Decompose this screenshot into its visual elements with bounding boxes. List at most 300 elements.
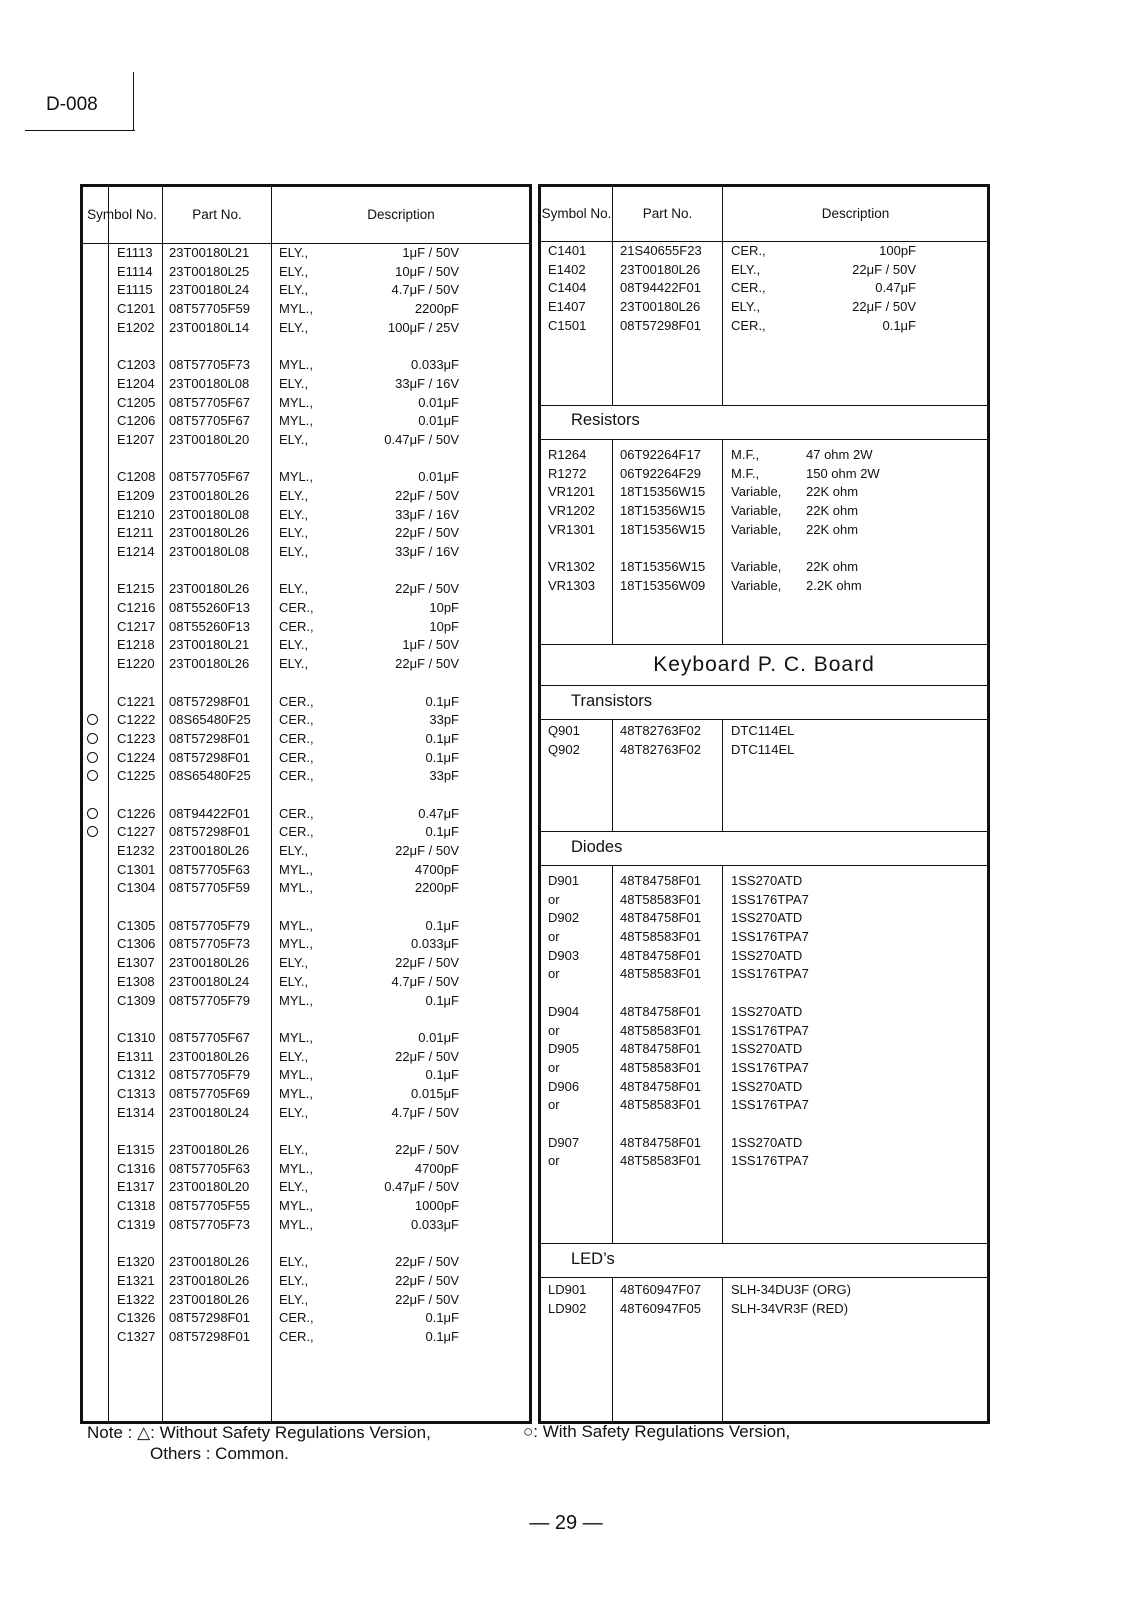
note-line-1: Note : △: Without Safety Regulations Version, <box>87 1423 431 1442</box>
type-cell: 1SS270ATD <box>731 947 803 963</box>
type-cell: ELY., <box>731 299 761 315</box>
type-cell: MYL., <box>279 1160 313 1176</box>
value-cell: 0.1μF <box>425 1067 459 1083</box>
document-id: D-008 <box>46 94 98 115</box>
part-no-cell: 48T58583F01 <box>620 891 701 907</box>
type-cell: CER., <box>279 1328 314 1344</box>
table-row <box>541 1022 987 1041</box>
value-cell: 22μF / 50V <box>852 299 916 315</box>
symbol-cell: or <box>548 891 560 907</box>
divider <box>25 130 135 131</box>
part-no-cell: 23T00180L26 <box>169 843 250 858</box>
symbol-cell: VR1301 <box>548 521 595 537</box>
value-cell: 0.47μF <box>418 805 459 821</box>
type-cell: ELY., <box>279 581 309 597</box>
value-cell: 22K ohm <box>806 521 859 537</box>
value-cell: 22μF / 50V <box>395 1048 459 1064</box>
symbol-cell: E1214 <box>117 544 155 559</box>
symbol-cell: or <box>548 1153 560 1169</box>
symbol-cell: E1218 <box>117 637 155 653</box>
section-divider <box>541 1277 987 1278</box>
type-cell: 1SS270ATD <box>731 1003 803 1019</box>
type-cell: 1SS176TPA7 <box>731 1153 809 1169</box>
part-no-cell: 08T57705F63 <box>169 1160 250 1176</box>
part-no-cell: 08T57705F55 <box>169 1198 250 1214</box>
value-cell: 22μF / 50V <box>395 487 459 503</box>
table-row <box>83 599 529 618</box>
part-no-cell: 23T00180L08 <box>169 506 250 522</box>
part-no-cell: 08T57705F73 <box>169 1216 250 1232</box>
symbol-cell: E1314 <box>117 1104 155 1120</box>
table-row <box>83 263 529 282</box>
type-cell: 1SS270ATD <box>731 1078 803 1094</box>
symbol-cell: C1306 <box>117 936 156 952</box>
symbol-cell: C1305 <box>117 917 156 933</box>
part-no-cell: 08T57298F01 <box>620 317 701 333</box>
type-cell: ELY., <box>279 1179 309 1195</box>
type-cell: Variable, <box>731 503 782 519</box>
symbol-cell: C1203 <box>117 357 156 373</box>
resistor-rows <box>541 446 987 596</box>
type-cell: ELY., <box>279 1048 309 1064</box>
table-row <box>83 655 529 674</box>
type-cell: CER., <box>731 280 766 296</box>
transistor-rows <box>541 722 987 759</box>
page-number: — 29 — <box>529 1512 603 1534</box>
value-cell: 150 ohm 2W <box>806 465 880 481</box>
part-no-cell: 08S65480F25 <box>169 768 251 784</box>
table-row <box>83 749 529 768</box>
value-cell: 0.1μF <box>425 693 459 709</box>
type-cell: MYL., <box>279 469 313 485</box>
table-row <box>541 1078 987 1097</box>
type-cell: ELY., <box>279 1272 309 1288</box>
symbol-cell: C1401 <box>548 243 587 258</box>
part-no-cell: 08T57705F69 <box>169 1085 250 1101</box>
part-no-cell: 23T00180L25 <box>169 263 250 279</box>
note-line-3: ○: With Safety Regulations Version, <box>523 1422 791 1441</box>
symbol-cell: C1316 <box>117 1160 156 1176</box>
part-no-cell: 08T57705F59 <box>169 880 250 896</box>
section-divider <box>541 644 987 645</box>
table-row <box>83 693 529 712</box>
row-gap <box>83 337 529 356</box>
symbol-cell: C1301 <box>117 861 156 877</box>
part-no-cell: 23T00180L26 <box>169 656 250 672</box>
value-cell: 10pF <box>429 600 459 616</box>
value-cell: 47 ohm 2W <box>806 447 873 462</box>
part-no-cell: 08T57705F67 <box>169 1029 250 1045</box>
part-no-cell: 23T00180L08 <box>169 375 250 391</box>
symbol-cell: C1319 <box>117 1216 156 1232</box>
section-divider <box>541 405 987 406</box>
symbol-cell: D902 <box>548 910 580 926</box>
value-cell: 22μF / 50V <box>395 525 459 541</box>
type-cell: Variable, <box>731 521 782 537</box>
header-description: Description <box>821 205 890 221</box>
part-no-cell: 23T00180L26 <box>169 1291 250 1307</box>
part-no-cell: 23T00180L26 <box>169 581 250 597</box>
table-row <box>83 431 529 450</box>
value-cell: 22μF / 50V <box>852 261 916 277</box>
value-cell: 0.1μF <box>882 317 916 333</box>
table-row <box>83 730 529 749</box>
type-cell: MYL., <box>279 1085 313 1101</box>
part-no-cell: 23T00180L24 <box>169 973 250 989</box>
table-row <box>541 1040 987 1059</box>
part-no-cell: 06T92264F17 <box>620 447 701 462</box>
value-cell: 0.47μF / 50V <box>384 1179 459 1195</box>
part-no-cell: 08T57298F01 <box>169 693 250 709</box>
value-cell: 0.01μF <box>418 1029 459 1045</box>
header-part-no: Part No. <box>642 205 693 221</box>
symbol-cell: C1327 <box>117 1328 156 1344</box>
symbol-cell: C1223 <box>117 730 156 746</box>
table-row <box>541 947 987 966</box>
type-cell: M.F., <box>731 447 760 462</box>
type-cell: ELY., <box>279 1104 309 1120</box>
part-no-cell: 08T57298F01 <box>169 749 250 765</box>
table-row <box>83 1048 529 1067</box>
part-no-cell: 48T58583F01 <box>620 1059 701 1075</box>
type-cell: 1SS270ATD <box>731 1134 803 1150</box>
table-row <box>541 1152 987 1171</box>
symbol-cell: Q901 <box>548 723 580 738</box>
type-cell: MYL., <box>279 301 313 317</box>
table-row <box>83 375 529 394</box>
symbol-cell: D903 <box>548 947 580 963</box>
symbol-cell: E1204 <box>117 375 155 391</box>
safety-circle-icon <box>87 733 98 744</box>
type-cell: ELY., <box>279 319 309 335</box>
value-cell: 2.2K ohm <box>806 577 862 593</box>
symbol-cell: E1115 <box>117 282 153 298</box>
left-rows <box>83 244 529 1347</box>
part-no-cell: 18T15356W15 <box>620 559 706 575</box>
part-no-cell: 23T00180L20 <box>169 431 250 447</box>
symbol-cell: E1210 <box>117 506 155 522</box>
type-cell: CER., <box>279 1310 314 1326</box>
symbol-cell: E1402 <box>548 261 586 277</box>
value-cell: 10μF / 50V <box>395 263 459 279</box>
table-row <box>83 1066 529 1085</box>
type-cell: 1SS176TPA7 <box>731 966 809 982</box>
symbol-cell: C1313 <box>117 1085 156 1101</box>
type-cell: 1SS176TPA7 <box>731 1022 809 1038</box>
value-cell: 0.033μF <box>411 1216 459 1232</box>
table-row <box>83 1085 529 1104</box>
type-cell: MYL., <box>279 1029 313 1045</box>
section-title-leds: LED’s <box>571 1250 615 1268</box>
part-no-cell: 08T55260F13 <box>169 618 250 634</box>
table-row <box>83 1272 529 1291</box>
table-row <box>83 281 529 300</box>
type-cell: ELY., <box>279 431 309 447</box>
type-cell: ELY., <box>731 261 761 277</box>
symbol-cell: C1206 <box>117 413 156 429</box>
row-gap <box>83 1122 529 1141</box>
type-cell: M.F., <box>731 465 760 481</box>
symbol-cell: E1317 <box>117 1179 155 1195</box>
value-cell: 22μF / 50V <box>395 1142 459 1157</box>
part-no-cell: 08T57705F67 <box>169 394 250 410</box>
value-cell: 0.47μF <box>875 280 916 296</box>
table-row <box>83 506 529 525</box>
symbol-cell: VR1201 <box>548 484 595 500</box>
type-cell: ELY., <box>279 506 309 522</box>
part-no-cell: 08T57298F01 <box>169 1328 250 1344</box>
part-no-cell: 08T57298F01 <box>169 824 250 840</box>
capacitor-rows <box>541 242 987 335</box>
row-gap <box>83 786 529 805</box>
value-cell: 22μF / 50V <box>395 955 459 971</box>
type-cell: Variable, <box>731 577 782 593</box>
symbol-cell: C1501 <box>548 317 587 333</box>
symbol-cell: C1205 <box>117 394 156 410</box>
part-no-cell: 23T00180L26 <box>169 955 250 971</box>
part-no-cell: 48T60947F07 <box>620 1282 701 1297</box>
part-no-cell: 23T00180L26 <box>169 1272 250 1288</box>
table-row <box>83 1141 529 1160</box>
value-cell: 0.1μF <box>425 992 459 1008</box>
right-parts-table <box>538 184 990 1424</box>
table-row <box>83 1029 529 1048</box>
symbol-cell: C1225 <box>117 768 156 784</box>
type-cell: CER., <box>279 730 314 746</box>
value-cell: 0.47μF / 50V <box>384 431 459 447</box>
table-row <box>83 861 529 880</box>
value-cell: 0.1μF <box>425 1328 459 1344</box>
table-row <box>83 618 529 637</box>
table-row <box>83 468 529 487</box>
part-no-cell: 08T57705F67 <box>169 413 250 429</box>
row-gap <box>83 1010 529 1029</box>
symbol-cell: E1207 <box>117 431 155 447</box>
value-cell: 0.1μF <box>425 917 459 933</box>
part-no-cell: 23T00180L21 <box>169 245 250 260</box>
safety-circle-icon <box>87 752 98 763</box>
value-cell: 0.01μF <box>418 394 459 410</box>
part-no-cell: 08T94422F01 <box>169 805 250 821</box>
type-cell: CER., <box>279 712 314 728</box>
type-cell: ELY., <box>279 955 309 971</box>
type-cell: 1SS270ATD <box>731 910 803 926</box>
part-no-cell: 08T57298F01 <box>169 730 250 746</box>
table-row <box>541 521 987 540</box>
safety-circle-icon <box>87 714 98 725</box>
part-no-cell: 23T00180L08 <box>169 544 250 559</box>
type-cell: MYL., <box>279 1198 313 1214</box>
section-divider <box>541 439 987 440</box>
symbol-cell: C1227 <box>117 824 156 840</box>
row-gap <box>83 562 529 581</box>
table-row <box>83 917 529 936</box>
symbol-cell: E1322 <box>117 1291 155 1307</box>
row-gap <box>541 1115 987 1134</box>
type-cell: ELY., <box>279 282 309 298</box>
symbol-cell: E1215 <box>117 581 155 597</box>
part-no-cell: 23T00180L20 <box>169 1179 250 1195</box>
symbol-cell: D901 <box>548 873 580 888</box>
type-cell: ELY., <box>279 375 309 391</box>
table-row <box>541 1003 987 1022</box>
value-cell: 4.7μF / 50V <box>391 1104 459 1120</box>
type-cell: 1SS176TPA7 <box>731 1059 809 1075</box>
table-row <box>541 298 987 317</box>
type-cell: ELY., <box>279 637 309 653</box>
table-row <box>83 356 529 375</box>
value-cell: 22μF / 50V <box>395 843 459 858</box>
value-cell: 22K ohm <box>806 559 859 575</box>
symbol-cell: E1320 <box>117 1254 155 1270</box>
part-no-cell: 48T58583F01 <box>620 929 701 945</box>
table-row <box>541 577 987 596</box>
type-cell: ELY., <box>279 1291 309 1307</box>
table-row <box>83 954 529 973</box>
part-no-cell: 48T58583F01 <box>620 1097 701 1113</box>
table-row <box>83 1197 529 1216</box>
table-row <box>83 1309 529 1328</box>
part-no-cell: 18T15356W09 <box>620 577 706 593</box>
part-no-cell: 48T60947F05 <box>620 1300 701 1316</box>
symbol-cell: C1201 <box>117 301 156 317</box>
part-no-cell: 23T00180L26 <box>169 1254 250 1270</box>
type-cell: MYL., <box>279 357 313 373</box>
symbol-cell: E1211 <box>117 525 154 541</box>
part-no-cell: 21S40655F23 <box>620 243 702 258</box>
type-cell: MYL., <box>279 1067 313 1083</box>
safety-circle-icon <box>87 770 98 781</box>
type-cell: ELY., <box>279 525 309 541</box>
value-cell: 100μF / 25V <box>387 319 459 335</box>
header-symbol: Symbol No. <box>541 205 612 221</box>
symbol-cell: C1309 <box>117 992 156 1008</box>
document-id-box <box>25 72 135 130</box>
symbol-cell: C1304 <box>117 880 156 896</box>
part-no-cell: 23T00180L21 <box>169 637 250 653</box>
part-no-cell: 23T00180L24 <box>169 1104 250 1120</box>
table-row <box>83 524 529 543</box>
symbol-cell: C1208 <box>117 469 156 485</box>
table-row <box>83 244 529 263</box>
symbol-cell: R1264 <box>548 447 587 462</box>
value-cell: 1μF / 50V <box>402 245 459 260</box>
table-row <box>541 558 987 577</box>
value-cell: 22K ohm <box>806 484 859 500</box>
table-row <box>541 261 987 280</box>
header-symbol: Symbol No. <box>87 206 157 222</box>
table-row <box>83 1291 529 1310</box>
part-no-cell: 48T84758F01 <box>620 1041 701 1057</box>
symbol-cell: VR1302 <box>548 559 595 575</box>
part-no-cell: 48T84758F01 <box>620 1003 701 1019</box>
value-cell: 33μF / 16V <box>395 506 459 522</box>
part-no-cell: 48T58583F01 <box>620 966 701 982</box>
type-cell: MYL., <box>279 936 313 952</box>
symbol-cell: or <box>548 1097 560 1113</box>
section-title-diodes: Diodes <box>571 838 623 856</box>
note-line-2: Others : Common. <box>150 1444 289 1463</box>
part-no-cell: 48T84758F01 <box>620 910 701 926</box>
type-cell: 1SS176TPA7 <box>731 929 809 945</box>
symbol-cell: D907 <box>548 1134 580 1150</box>
type-cell: ELY., <box>279 487 309 503</box>
part-no-cell: 08T57705F59 <box>169 301 250 317</box>
table-row <box>541 465 987 484</box>
type-cell: Variable, <box>731 484 782 500</box>
table-row <box>83 394 529 413</box>
symbol-cell: E1202 <box>117 319 155 335</box>
symbol-cell: C1226 <box>117 805 156 821</box>
type-cell: MYL., <box>279 1216 313 1232</box>
part-no-cell: 48T84758F01 <box>620 947 701 963</box>
type-cell: DTC114EL <box>731 741 795 757</box>
symbol-cell: C1221 <box>117 693 156 709</box>
type-cell: ELY., <box>279 1142 309 1157</box>
section-divider <box>541 865 987 866</box>
table-row <box>541 872 987 891</box>
symbol-cell: or <box>548 1022 560 1038</box>
row-gap <box>83 898 529 917</box>
part-no-cell: 48T82763F02 <box>620 723 701 738</box>
symbol-cell: E1114 <box>117 263 153 279</box>
symbol-cell: D904 <box>548 1003 580 1019</box>
table-row <box>83 879 529 898</box>
symbol-cell: C1224 <box>117 749 156 765</box>
row-gap <box>83 450 529 469</box>
left-parts-table <box>80 184 532 1424</box>
table-row <box>541 1096 987 1115</box>
section-divider <box>541 1243 987 1244</box>
value-cell: 1μF / 50V <box>402 637 459 653</box>
part-no-cell: 48T84758F01 <box>620 873 701 888</box>
row-gap <box>541 539 987 558</box>
type-cell: MYL., <box>279 861 313 877</box>
table-row <box>541 242 987 261</box>
row-gap <box>541 984 987 1003</box>
part-no-cell: 23T00180L26 <box>620 299 701 315</box>
symbol-cell: E1321 <box>117 1272 155 1288</box>
safety-circle-icon <box>87 808 98 819</box>
symbol-cell: C1312 <box>117 1067 156 1083</box>
value-cell: 0.1μF <box>425 824 459 840</box>
value-cell: 33μF / 16V <box>395 375 459 391</box>
table-row <box>541 483 987 502</box>
part-no-cell: 23T00180L26 <box>169 1142 250 1157</box>
part-no-cell: 08T57705F79 <box>169 992 250 1008</box>
part-no-cell: 08S65480F25 <box>169 712 251 728</box>
table-row <box>83 487 529 506</box>
header-description: Description <box>367 206 435 222</box>
table-row <box>541 502 987 521</box>
table-row <box>83 543 529 562</box>
table-row <box>83 412 529 431</box>
type-cell: SLH-34VR3F (RED) <box>731 1300 849 1316</box>
value-cell: 0.1μF <box>425 1310 459 1326</box>
divider <box>133 72 134 130</box>
symbol-cell: VR1202 <box>548 503 595 519</box>
value-cell: 100pF <box>879 243 916 258</box>
type-cell: CER., <box>279 600 314 616</box>
value-cell: 33μF / 16V <box>395 544 459 559</box>
part-no-cell: 48T82763F02 <box>620 741 701 757</box>
value-cell: 22μF / 50V <box>395 581 459 597</box>
section-title-resistors: Resistors <box>571 411 640 429</box>
part-no-cell: 23T00180L26 <box>169 1048 250 1064</box>
value-cell: 0.033μF <box>411 936 459 952</box>
safety-circle-icon <box>87 826 98 837</box>
symbol-cell: C1217 <box>117 618 156 634</box>
